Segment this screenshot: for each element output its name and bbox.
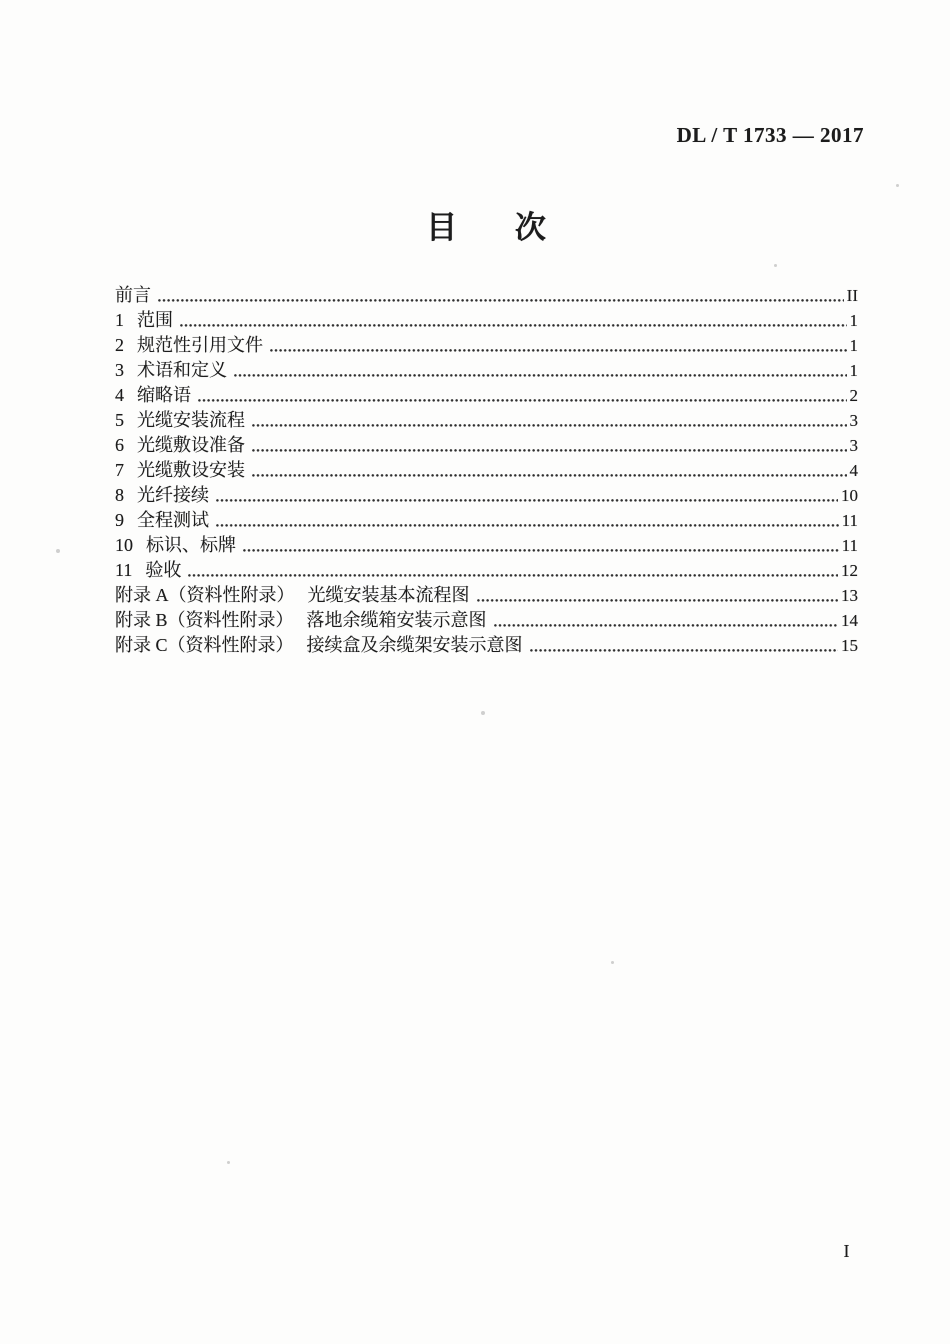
scan-speck: [896, 184, 899, 187]
dot-leader: [270, 333, 847, 358]
toc-entry-number: 附录 A（资料性附录）: [115, 585, 295, 605]
dot-leader: [234, 358, 847, 383]
toc-entry-label: 前言: [115, 285, 151, 305]
toc-entry-6: [115, 433, 858, 458]
toc-entry-page: 11: [841, 511, 858, 530]
toc-entry-page: 12: [841, 561, 858, 580]
toc-entry-label: 范围: [137, 310, 173, 330]
toc-entry-number: 附录 C（资料性附录）: [115, 635, 294, 655]
dot-leader: [188, 558, 838, 583]
toc-entry-page: 10: [841, 486, 858, 505]
scan-speck: [227, 1161, 230, 1164]
table-of-contents: [115, 283, 858, 658]
toc-entry-label: 缩略语: [137, 385, 191, 405]
toc-entry-number: 附录 B（资料性附录）: [115, 610, 294, 630]
toc-entry-10: [115, 533, 858, 558]
toc-entry-number: 8: [115, 485, 124, 505]
toc-entry-label: 光缆敷设准备: [137, 435, 245, 455]
dot-leader: [252, 458, 847, 483]
toc-entry-page: 14: [841, 611, 858, 630]
toc-entry-label: 落地余缆箱安装示意图: [306, 610, 487, 630]
toc-entry-page: 11: [841, 536, 858, 555]
toc-entry-label: 全程测试: [137, 510, 209, 530]
toc-entry-number: 1: [115, 310, 124, 330]
toc-entry-number: 11: [115, 560, 133, 580]
toc-entry-number: 3: [115, 360, 124, 380]
toc-entry-label: 接续盒及余缆架安装示意图: [306, 635, 523, 655]
scan-speck: [481, 711, 485, 715]
toc-entry-number: 10: [115, 535, 133, 555]
toc-entry-page: 1: [849, 336, 858, 355]
toc-entry-4: [115, 383, 858, 408]
dot-leader: [180, 308, 847, 333]
dot-leader: [158, 283, 844, 308]
dot-leader: [477, 583, 839, 608]
toc-entry-label: 光缆敷设安装: [137, 460, 245, 480]
dot-leader: [530, 633, 838, 658]
dot-leader: [243, 533, 839, 558]
dot-leader: [252, 433, 847, 458]
toc-entry-number: 4: [115, 385, 124, 405]
toc-entry-appendix-c: [115, 633, 858, 658]
toc-entry-appendix-b: [115, 608, 858, 633]
toc-entry-number: 7: [115, 460, 124, 480]
toc-entry-page: 2: [849, 386, 858, 405]
footer-page-number: I: [843, 1241, 850, 1261]
toc-entry-label: 光缆安装流程: [137, 410, 245, 430]
toc-entry-page: 4: [849, 461, 858, 480]
toc-entry-label: 光纤接续: [137, 485, 209, 505]
standard-number: DL / T 1733 — 2017: [676, 123, 864, 147]
toc-entry-page: 1: [849, 361, 858, 380]
toc-entry-page: 3: [849, 411, 858, 430]
dot-leader: [198, 383, 847, 408]
scan-speck: [611, 961, 614, 964]
toc-entry-1: [115, 308, 858, 333]
toc-entry-9: [115, 508, 858, 533]
dot-leader: [216, 483, 838, 508]
toc-entry-11: [115, 558, 858, 583]
toc-entry-number: 9: [115, 510, 124, 530]
toc-entry-label: 规范性引用文件: [137, 335, 263, 355]
toc-entry-page: 13: [841, 586, 858, 605]
toc-entry-number: 5: [115, 410, 124, 430]
toc-entry-page: 1: [849, 311, 858, 330]
toc-entry-label: 验收: [145, 560, 182, 580]
dot-leader: [494, 608, 838, 633]
toc-entry-5: [115, 408, 858, 433]
page-title: 目 次: [426, 210, 547, 245]
toc-entry-3: [115, 358, 858, 383]
toc-entry-label: 标识、标牌: [146, 535, 236, 555]
toc-entry-8: [115, 483, 858, 508]
toc-entry-label: 光缆安装基本流程图: [307, 585, 470, 605]
toc-entry-foreword: [115, 283, 858, 308]
dot-leader: [216, 508, 839, 533]
toc-entry-appendix-a: [115, 583, 858, 608]
toc-entry-number: 6: [115, 435, 124, 455]
toc-entry-label: 术语和定义: [137, 360, 227, 380]
toc-entry-2: [115, 333, 858, 358]
toc-entry-page: 15: [841, 636, 858, 655]
toc-entry-page: II: [846, 286, 858, 305]
scan-speck: [56, 549, 60, 553]
toc-entry-7: [115, 458, 858, 483]
scan-speck: [774, 264, 777, 267]
dot-leader: [252, 408, 847, 433]
toc-entry-page: 3: [849, 436, 858, 455]
toc-entry-number: 2: [115, 335, 124, 355]
